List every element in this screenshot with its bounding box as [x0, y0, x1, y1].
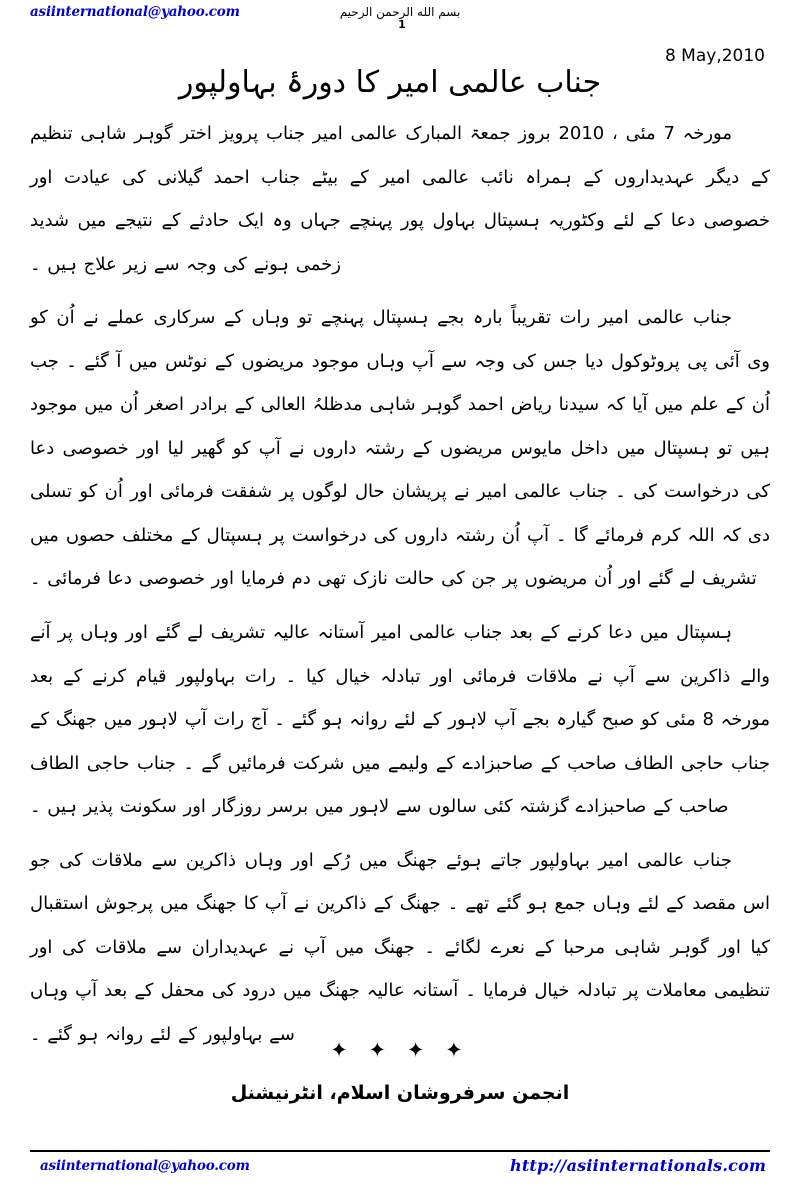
bismillah-text: بسم الله الرحمن الرحيم: [339, 5, 461, 19]
footer-email-link[interactable]: asiinternational@yahoo.com: [40, 1158, 250, 1174]
article-paragraph: مورخہ 7 مئی ، 2010 بروز جمعۃ المبارک عالمی امیر جناب پرویز اختر گوہر شاہی تنظیم کے دیگر عہدیداروں کے ہمراہ نائب عالمی امیر کے بیٹے جناب احمد گیلانی کی عیادت اور خصوصی دعا کے لئے وکٹوریہ ہسپتال بہاول پور پہنچے جہاں وہ ایک حادثے کے نتیجے میں شدید زخمی ہونے کی وجہ سے زیر علاج ہیں ۔: [30, 123, 770, 275]
title-row: [0, 40, 800, 101]
document-date: 8 May,2010: [664, 46, 765, 66]
page-title: جناب عالمی امیر کا دورۂ بہاولپور: [178, 65, 602, 101]
page-header: [0, 0, 800, 36]
article-paragraph: جناب عالمی امیر رات تقریباً بارہ بجے ہسپتال پہنچے تو وہاں کے سرکاری عملے نے اُن کو وی آئی پی پروٹوکول دیا جس کی وجہ سے آپ وہاں موجود مریضوں کے نوٹس میں آ گئے ۔ جب اُن کے علم میں آیا کہ سیدنا ریاض احمد گوہر شاہی مدظلہُ العالی کے برادر اصغر اُن میں موجود ہیں تو ہسپتال میں داخل مایوس مریضوں کے رشتہ داروں نے آپ کو گھیر لیا اور خصوصی دعا کی درخواست کی ۔ جناب عالمی امیر نے پریشان حال لوگوں پر شفقت فرمائی اور اُن کو تسلی دی کہ اللہ کرم فرمائے گا ۔ آپ اُن رشتہ داروں کی درخواست پر ہسپتال کے مختلف حصوں میں تشریف لے گئے اور اُن مریضوں پر جن کی حالت نازک تھی دم فرمایا اور خصوصی دعا فرمائی ۔: [30, 307, 770, 590]
header-email-link[interactable]: asiinternational@yahoo.com: [30, 4, 240, 20]
footer-website-link[interactable]: http://asiinternationals.com: [510, 1156, 767, 1175]
organization-signature: انجمن سرفروشان اسلام، انٹرنیشنل: [230, 1082, 570, 1104]
article-body: [30, 112, 770, 1066]
page-number: 1: [398, 18, 406, 31]
bismillah-block: [0, 1, 800, 31]
footer-divider: [30, 1150, 770, 1152]
article-paragraph: جناب عالمی امیر بہاولپور جاتے ہوئے جھنگ میں رُکے اور وہاں ذاکرین سے ملاقات کی جو اس مقصد کے لئے وہاں جمع ہو گئے تھے ۔ جھنگ کے ذاکرین نے آپ کا جھنگ میں پرجوش استقبال کیا اور گوہر شاہی مرحبا کے نعرے لگائے ۔ جھنگ میں آپ نے عہدیداران سے ملاقات کی اور تنظیمی معاملات پر تبادلہ خیال فرمایا ۔ آستانہ عالیہ جھنگ میں درود کی محفل کے بعد آپ وہاں سے بہاولپور کے لئے روانہ ہو گئے ۔: [30, 849, 770, 1045]
page-footer: [30, 1150, 770, 1194]
article-paragraph: ہسپتال میں دعا کرنے کے بعد جناب عالمی امیر آستانہ عالیہ تشریف لے گئے اور وہاں پر آنے والے ذاکرین سے آپ نے ملاقات فرمائی اور تبادلہ خیال کیا ۔ رات بہاولپور قیام کرنے کے بعد مورخہ 8 مئی کو صبح گیارہ بجے آپ لاہور کے لئے روانہ ہو گئے ۔ آج رات آپ لاہور میں جھنگ کے جناب حاجی الطاف صاحب کے صاحبزادے کے ولیمے میں شرکت فرمائیں گے ۔ جناب حاجی الطاف صاحب کے صاحبزادے گزشتہ کئی سالوں سے لاہور میں برسر روزگار اور سکونت پذیر ہیں ۔: [30, 622, 770, 818]
ornament-divider-icon: ✦ ✦ ✦ ✦: [330, 1038, 470, 1062]
